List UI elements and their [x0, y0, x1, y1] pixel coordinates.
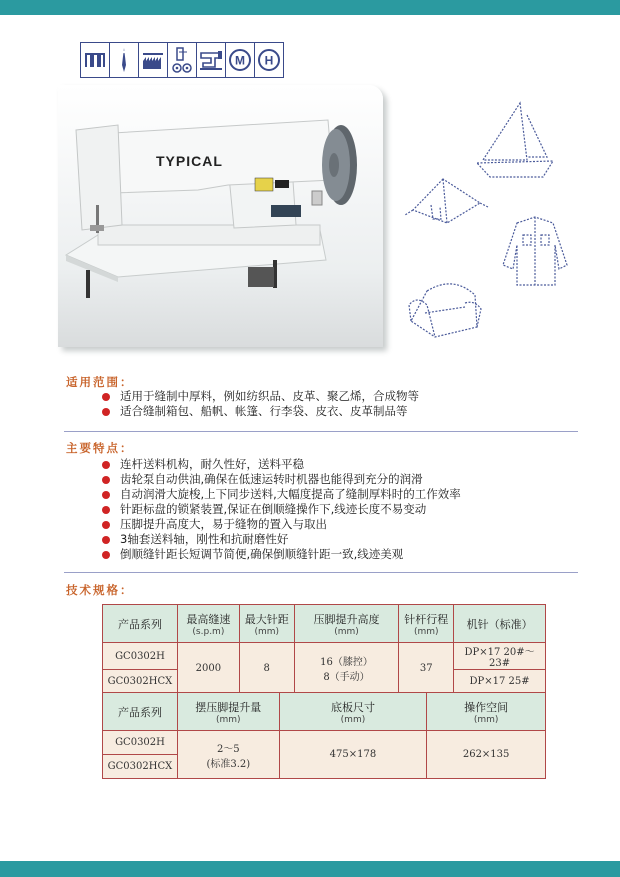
space-cell: 262×135 [427, 731, 546, 779]
swing-lift-cell: 2～5 (标准3.2) [177, 731, 279, 779]
model-cell: GC0302H [103, 643, 178, 670]
header-series: 产品系列 [103, 605, 178, 643]
section-divider [64, 572, 578, 573]
feature-item: 压脚提升高度大，易于缝物的置入与取出 [100, 517, 461, 532]
feature-item: 齿轮泵自动供油,确保在低速运转时机器也能得到充分的润滑 [100, 472, 461, 487]
bed-cell: 475×178 [279, 731, 427, 779]
bottom-color-bar [0, 861, 620, 877]
medium-weight-letter: M [235, 53, 245, 68]
header-speed: 最高缝速 (s.p.m) [177, 605, 239, 643]
header-needle: 机针（标准） [454, 605, 546, 643]
speed-cell: 2000 [177, 643, 239, 694]
heavy-weight-letter: H [264, 53, 274, 68]
feature-icon-strip [80, 42, 284, 78]
lubrication-icon [168, 43, 197, 77]
feature-item: 自动润滑大旋梭,上下同步送料,大幅度提高了缝制厚料时的工作效率 [100, 487, 461, 502]
usage-item: 适用于缝制中厚料，例如纺织品、皮革、聚乙烯，合成物等 [100, 389, 419, 404]
armchair-icon [409, 284, 481, 337]
medium-weight-icon [226, 43, 255, 77]
lift-cell: 16（膝控） 8（手动） [294, 643, 399, 694]
spec-table-1 [102, 604, 546, 694]
needle-cell: DP×17 25# [454, 670, 546, 694]
machine-head-icon [197, 43, 226, 77]
header-swing-lift: 摆压脚提升量 (mm) [177, 693, 279, 731]
header-series: 产品系列 [103, 693, 178, 731]
model-cell: GC0302HCX [103, 670, 178, 694]
usage-section-title: 适用范围： [66, 375, 134, 389]
stitch-cell: 8 [239, 643, 294, 694]
header-bed: 底板尺寸 (mm) [279, 693, 427, 731]
header-stitch: 最大针距 (mm) [239, 605, 294, 643]
spec-table-1-header-row [103, 605, 546, 643]
feature-item: 针距标盘的锁紧装置,保证在倒顺缝操作下,线迹长度不易变动 [100, 502, 461, 517]
serrated-feed-icon [139, 43, 168, 77]
usage-list [100, 389, 419, 419]
specs-section-title: 技术规格： [66, 583, 134, 597]
header-lift: 压脚提升高度 (mm) [294, 605, 399, 643]
section-divider [64, 431, 578, 432]
heavy-weight-icon [255, 43, 283, 77]
double-feed-icon [81, 43, 110, 77]
header-stroke: 针杆行程 (mm) [399, 605, 454, 643]
model-cell: GC0302HCX [103, 755, 178, 779]
application-illustrations [395, 95, 580, 355]
jacket-icon [503, 217, 567, 285]
tent-icon [405, 179, 488, 223]
table-row [103, 731, 546, 755]
feature-item: 倒顺缝针距长短调节简便,确保倒顺缝针距一致,线迹美观 [100, 547, 461, 562]
needle-cell: DP×17 20#～23# [454, 643, 546, 670]
spec-table-2 [102, 692, 546, 779]
spec-table-2-header-row [103, 693, 546, 731]
needle-icon [110, 43, 139, 77]
feature-item: 连杆送料机构，耐久性好，送料平稳 [100, 457, 461, 472]
top-color-bar [0, 0, 620, 15]
stroke-cell: 37 [399, 643, 454, 694]
header-space: 操作空间 (mm) [427, 693, 546, 731]
model-cell: GC0302H [103, 731, 178, 755]
machine-brand-label: TYPICAL [156, 153, 223, 169]
product-photo-card [58, 85, 383, 347]
usage-item: 适合缝制箱包、船帆、帐篷、行李袋、皮衣、皮革制品等 [100, 404, 419, 419]
sailboat-icon [477, 103, 553, 177]
sewing-machine-image [58, 85, 383, 347]
table-row [103, 643, 546, 670]
features-section-title: 主要特点： [66, 441, 134, 455]
features-list [100, 457, 461, 562]
feature-item: 3轴套送料轴，刚性和抗耐磨性好 [100, 532, 461, 547]
